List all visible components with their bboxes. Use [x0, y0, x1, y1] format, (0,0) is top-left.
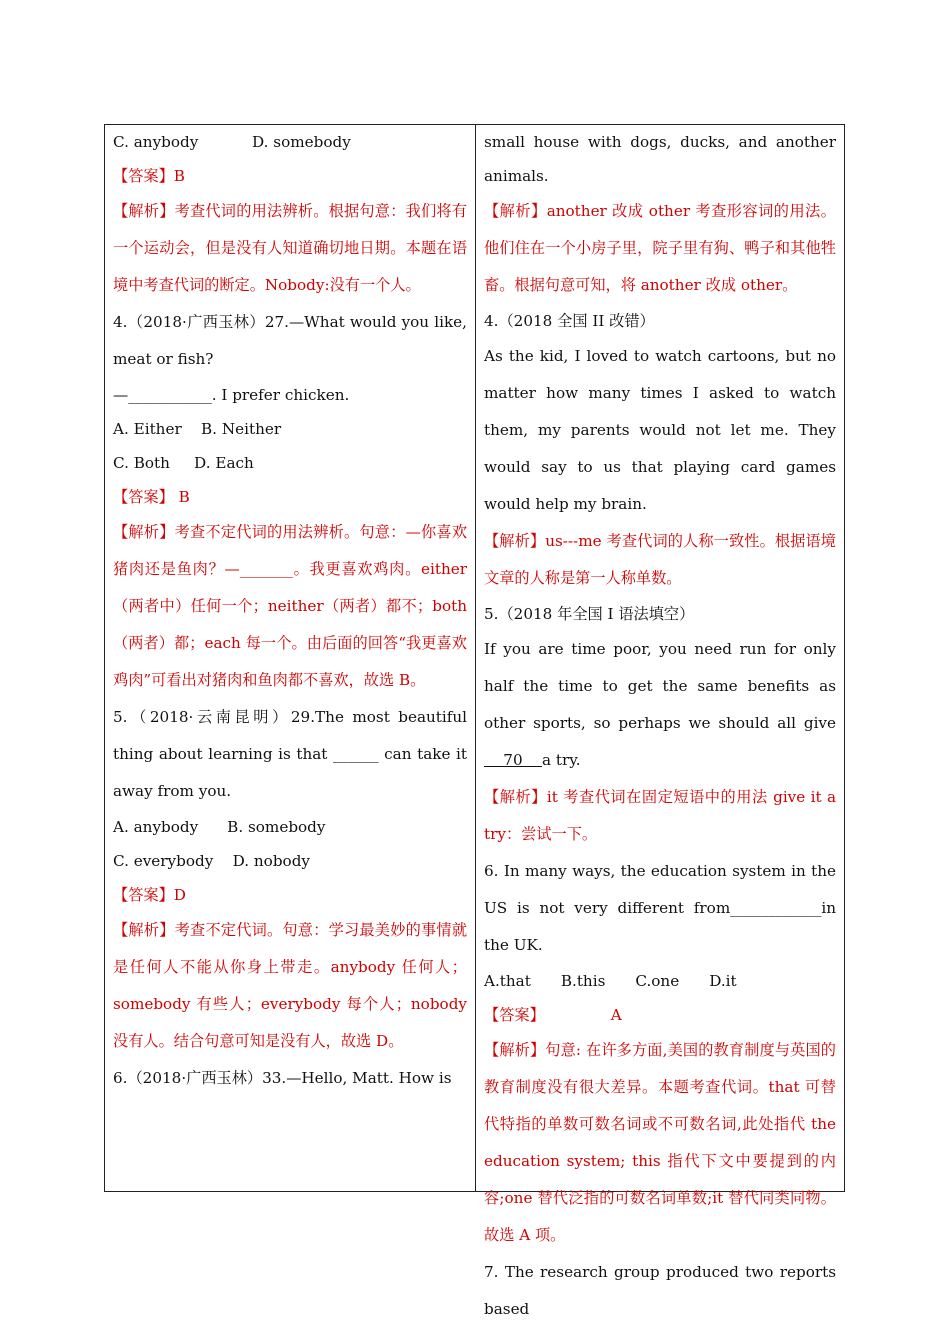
r6-option-a: A.that	[484, 972, 531, 990]
q5-options-ab: A. anybody B. somebody	[113, 818, 326, 836]
r4-analysis: 【解析】us---me 考查代词的人称一致性。根据语境文章的人称是第一人称单数。	[484, 532, 836, 587]
q6-stem: 6.（2018·广西玉林）33.—Hello, Matt. How is	[113, 1069, 452, 1087]
r6-answer-value: A	[610, 1006, 622, 1024]
r3-analysis: 【解析】another 改成 other 考查形容词的用法。他们住在一个小房子里，院子里有狗、鸭子和其他牲畜。根据句意可知，将 another 改成 other。	[484, 202, 836, 294]
q5-analysis: 【解析】考查不定代词。句意：学习最美妙的事情就是任何人不能从你身上带走。anybody 任何人；somebody 有些人；everybody 每个人；nobody 没有人。结合句意可知是没有人，故选 D。	[113, 921, 467, 1050]
q4-options-cd: C. Both D. Each	[113, 454, 254, 472]
q4-analysis: 【解析】考查不定代词的用法辨析。句意：—你喜欢猪肉还是鱼肉？—_______。我更喜欢鸡肉。either（两者中）任何一个；neither（两者）都不；both（两者）都；each 每一个。由后面的回答“我更喜欢鸡肉”可看出对猪肉和鱼肉都不喜欢，故选 B。	[113, 523, 467, 689]
r6-option-d: D.it	[709, 972, 737, 990]
r6-answer	[484, 998, 836, 1032]
option-d: D. somebody	[251, 133, 351, 151]
r7-stem: 7. The research group produced two reports based	[484, 1263, 836, 1318]
r6-answer-label: 【答案】	[484, 1006, 545, 1024]
r6-analysis: 【解析】句意: 在许多方面,美国的教育制度与英国的教育制度没有很大差异。本题考查代词。that 可替代特指的单数可数名词或不可数名词,此处指代 the education system; this 指代下文中要提到的内容;one 替代泛指的可数名词单数;it 替代同类同物。故选 A 项。	[484, 1041, 836, 1244]
q3-options-tail	[113, 125, 467, 159]
q5-options-cd: C. everybody D. nobody	[113, 852, 310, 870]
two-column-table	[104, 124, 845, 1318]
right-column	[476, 125, 844, 1318]
r6-option-c: C.one	[635, 972, 680, 990]
q5-stem: 5.（2018·云南昆明）29.The most beautiful thing about learning is that ______ can take it away from you.	[113, 708, 467, 800]
r6-options	[484, 964, 836, 998]
r5-text	[484, 631, 836, 779]
r6-blank: ____________	[730, 899, 822, 917]
q3-answer: 【答案】B	[113, 167, 185, 185]
r5-text-b: a try.	[541, 751, 581, 769]
r6-stem-a: 6. In many ways, the education system in the US is not very different from	[484, 862, 836, 917]
r3-tail: small house with dogs, ducks, and another animals.	[484, 133, 836, 185]
q3-analysis: 【解析】考查代词的用法辨析。根据句意：我们将有一个运动会，但是没有人知道确切地日期。本题在语境中考查代词的断定。Nobody:没有一个人。	[113, 202, 467, 294]
r6-stem-b: in the UK.	[484, 899, 836, 954]
r6-option-b: B.this	[560, 972, 606, 990]
r4-text: As the kid, I loved to watch cartoons, but no matter how many times I asked to watch them, my parents would not let me. They would say to us that playing card games would help my brain.	[484, 347, 836, 513]
option-c: C. anybody	[113, 133, 199, 151]
q4-options-ab: A. Either B. Neither	[113, 420, 282, 438]
q4-reply: —___________. I prefer chicken.	[113, 386, 350, 404]
r5-text-a: If you are time poor, you need run for only half the time to get the same benefits as other sports, so perhaps we should all give	[484, 640, 836, 732]
q4-answer: 【答案】 B	[113, 488, 190, 506]
r5-blank: 70	[484, 751, 542, 769]
r5-analysis: 【解析】it 考查代词在固定短语中的用法 give it a try：尝试一下。	[484, 788, 836, 843]
left-column	[105, 125, 476, 1191]
q4-stem: 4.（2018·广西玉林）27.—What would you like, meat or fish?	[113, 313, 467, 368]
r4-title: 4.（2018 全国 II 改错）	[484, 312, 655, 330]
r6-stem	[484, 853, 836, 964]
r5-title: 5.（2018 年全国 I 语法填空）	[484, 605, 695, 623]
q5-answer: 【答案】D	[113, 886, 186, 904]
